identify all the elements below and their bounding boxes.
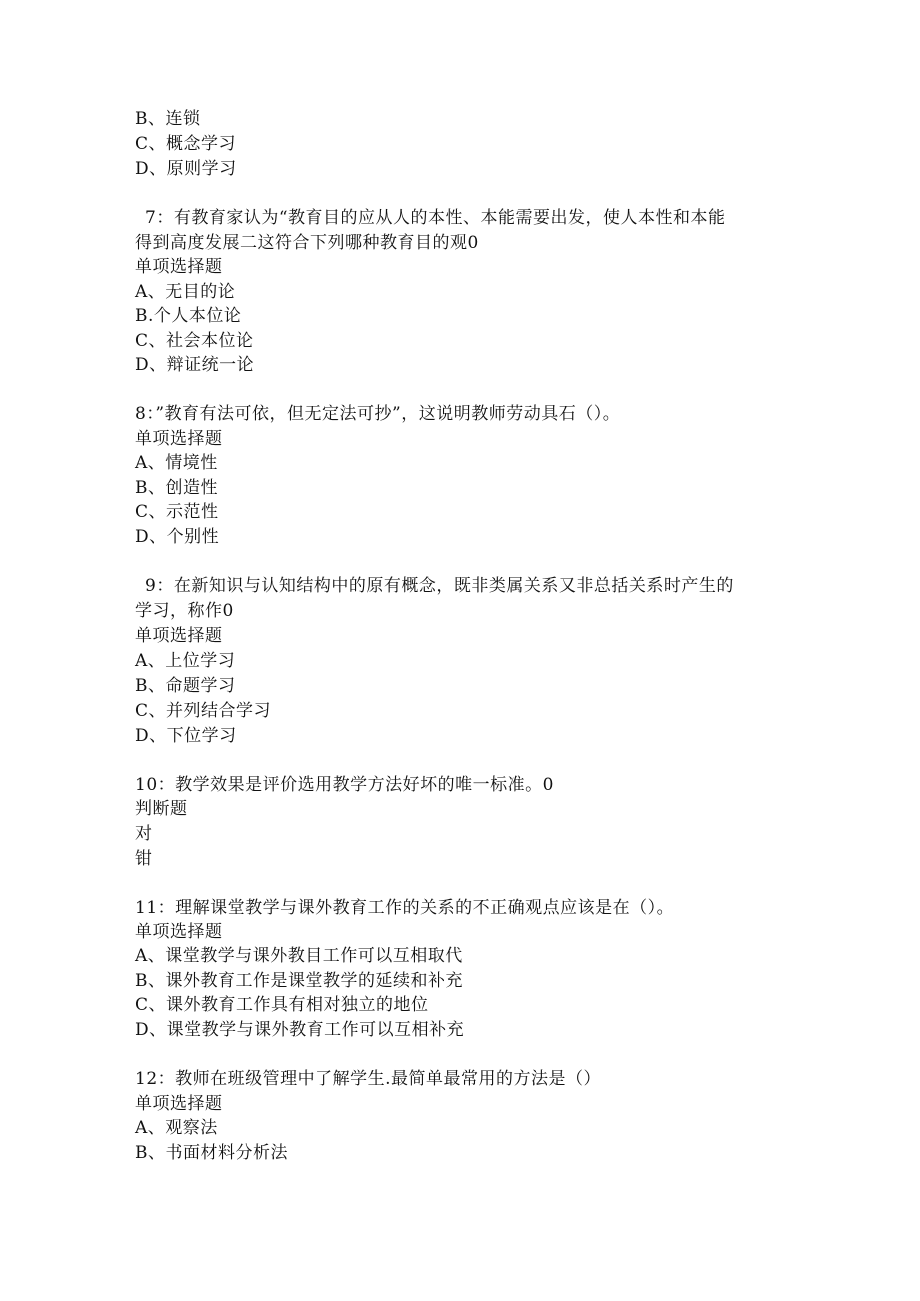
option-a: A、课堂教学与课外教目工作可以互相取代 <box>135 946 463 966</box>
question-9-text-cont: 学习，称作0 <box>135 601 234 621</box>
option-d: D、辩证统一论 <box>135 355 255 375</box>
question-type: 单项选择题 <box>135 626 223 646</box>
question-10-text: 10：教学效果是评价选用教学方法好坏的唯一标准。0 <box>135 775 554 795</box>
option-a: A、上位学习 <box>135 651 236 671</box>
option-c: C、概念学习 <box>135 134 237 154</box>
option-b: B、课外教育工作是课堂教学的延续和补充 <box>135 971 463 991</box>
option-c: C、并列结合学习 <box>135 701 272 721</box>
option-true: 对 <box>135 824 153 844</box>
question-type: 单项选择题 <box>135 257 223 277</box>
option-a: A、无目的论 <box>135 282 236 302</box>
option-b: B.个人本位论 <box>135 306 242 326</box>
question-9-text: 9：在新知识与认知结构中的原有概念，既非类属关系又非总括关系时产生的 <box>145 576 734 596</box>
option-c: C、课外教育工作具有相对独立的地位 <box>135 995 429 1015</box>
option-b: B、创造性 <box>135 478 218 498</box>
option-a: A、观察法 <box>135 1118 218 1138</box>
option-false: 钳 <box>135 849 153 869</box>
option-d: D、下位学习 <box>135 726 237 746</box>
question-11-text: 11：理解课堂教学与课外教育工作的关系的不正确观点应该是在（）。 <box>135 898 675 918</box>
option-c: C、示范性 <box>135 502 219 522</box>
question-8-text: 8：”教育有法可依，但无定法可抄”，这说明教师劳动具石（）。 <box>135 404 621 424</box>
question-type: 单项选择题 <box>135 429 223 449</box>
question-7-text-cont: 得到高度发展二这符合下列哪种教育目的观0 <box>135 233 479 253</box>
question-type: 判断题 <box>135 799 188 819</box>
question-type: 单项选择题 <box>135 1094 223 1114</box>
option-a: A、情境性 <box>135 453 218 473</box>
question-7-text: 7：有教育家认为“教育目的应从人的本性、本能需要出发，使人本性和本能 <box>145 208 726 228</box>
option-c: C、社会本位论 <box>135 331 254 351</box>
option-d: D、课堂教学与课外教育工作可以互相补充 <box>135 1020 465 1040</box>
question-type: 单项选择题 <box>135 922 223 942</box>
option-b: B、命题学习 <box>135 676 236 696</box>
option-b: B、连锁 <box>135 109 201 129</box>
question-12-text: 12：教师在班级管理中了解学生.最简单最常用的方法是（） <box>135 1069 602 1089</box>
option-d: D、个别性 <box>135 527 220 547</box>
option-d: D、原则学习 <box>135 159 237 179</box>
option-b: B、书面材料分析法 <box>135 1143 288 1163</box>
